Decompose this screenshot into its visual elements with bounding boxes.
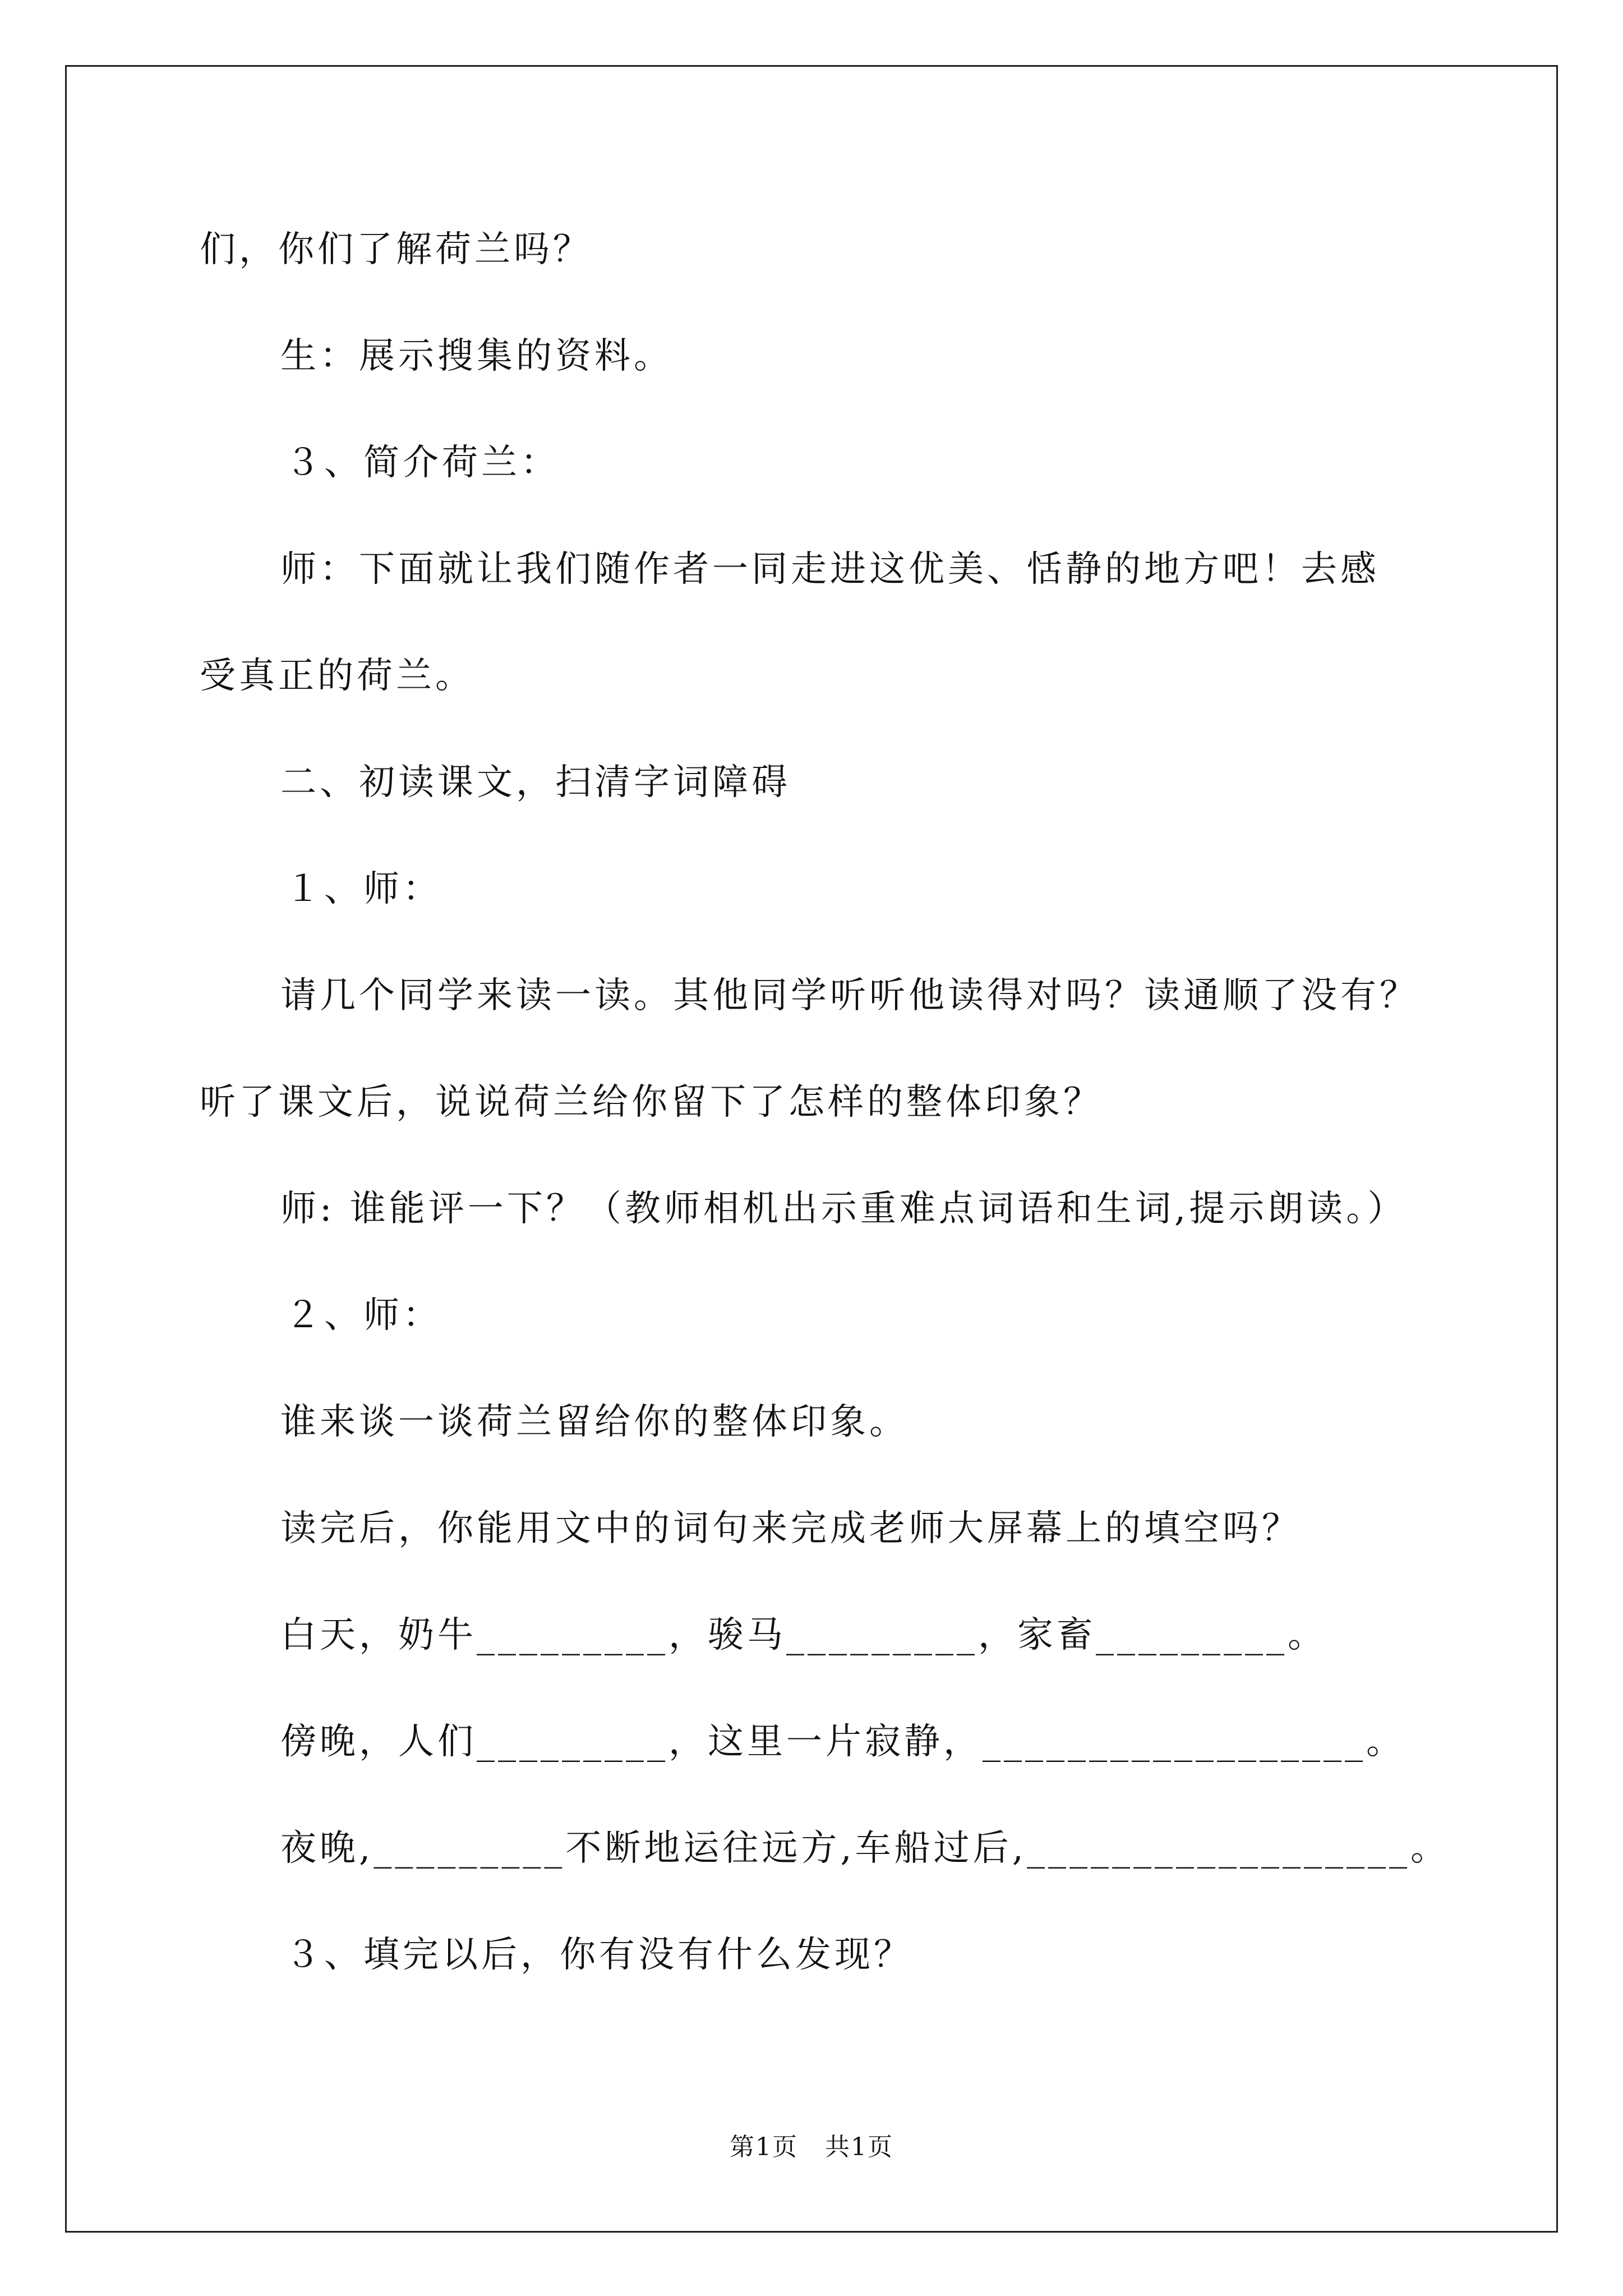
paragraph-line-8: 请几个同学来读一读。其他同学听听他读得对吗？读通顺了没有？ (280, 975, 1419, 1016)
paragraph-line-7: １、师： (285, 868, 442, 910)
paragraph-line-3: ３、简介荷兰： (285, 442, 560, 484)
paragraph-line-17: ３、填完以后，你有没有什么发现？ (285, 1934, 913, 1976)
paragraph-line-1: 们，你们了解荷兰吗？ (200, 229, 592, 270)
paragraph-line-10: 师: 谁能评一下？（教师相机出示重难点词语和生词,提示朗读。） (280, 1188, 1407, 1230)
paragraph-line-9: 听了课文后，说说荷兰给你留下了怎样的整体印象？ (200, 1082, 1103, 1123)
page-border (65, 65, 1558, 2233)
fill-blank-line-3: 夜晚,_________不断地运往远方,车船过后,__________________。 (280, 1828, 1450, 1869)
fill-blank-line-1: 白天，奶牛_________，骏马_________，家畜_________。 (280, 1614, 1327, 1656)
paragraph-line-12: 谁来谈一谈荷兰留给你的整体印象。 (280, 1401, 909, 1443)
paragraph-line-13: 读完后，你能用文中的词句来完成老师大屏幕上的填空吗？ (280, 1508, 1301, 1549)
paragraph-line-11: ２、师： (285, 1295, 442, 1336)
section-heading: 二、初读课文，扫清字词障碍 (280, 762, 791, 803)
page-footer: 第1页 共1页 (730, 2133, 893, 2161)
paragraph-line-4: 师：下面就让我们随作者一同走进这优美、恬静的地方吧！去感 (280, 549, 1380, 590)
paragraph-line-2: 生：展示搜集的资料。 (280, 335, 673, 377)
paragraph-line-5: 受真正的荷兰。 (200, 655, 474, 697)
fill-blank-line-2: 傍晚，人们_________，这里一片寂静，__________________。 (280, 1721, 1405, 1763)
